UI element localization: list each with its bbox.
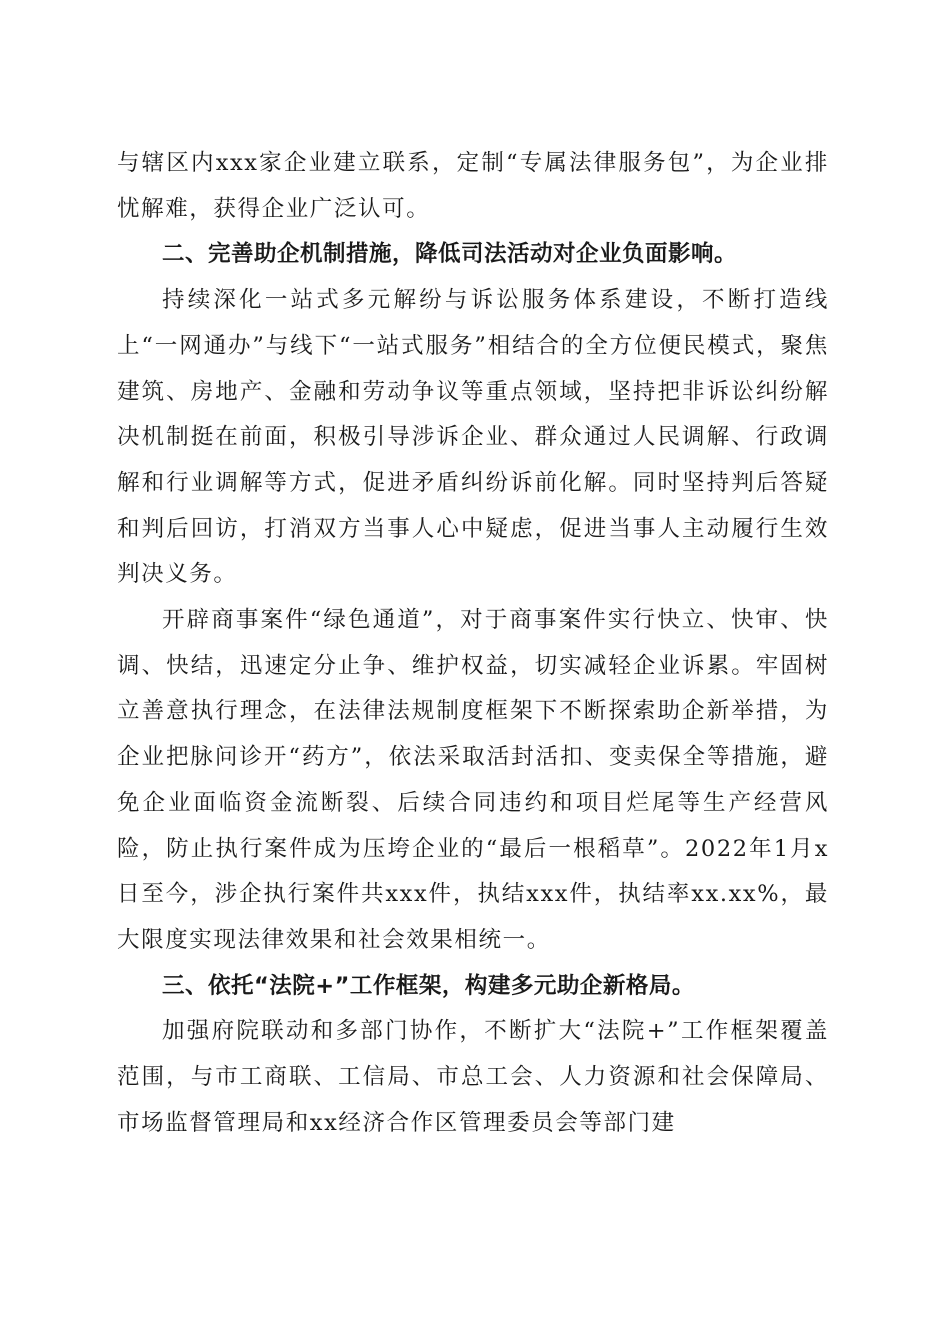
paragraph-enterprise-contact: 与辖区内xxx家企业建立联系，定制“专属法律服务包”，为企业排忧解难，获得企业广泛认可。 [117,150,829,222]
paragraph-green-channel: 开辟商事案件“绿色通道”，对于商事案件实行快立、快审、快调、快结，迅速定分止争、维护权益，切实减轻企业诉累。牢固树立善意执行理念，在法律法规制度框架下不断探索助企新举措，为企业把脉问诊开“药方”，依法采取活封活扣、变卖保全等措施，避免企业面临资金流断裂、后续合同违约和项目烂尾等生产经营风险，防止执行案件成为压垮企业的“最后一根稻草”。2022年1月x日至今，涉企执行案件共xxx件，执结xxx件，执结率xx.xx%，最大限度实现法律效果和社会效果相统一。 [117,607,829,953]
section-heading-3: 三、依托“法院+”工作框架，构建多元助企新格局。 [162,972,695,999]
paragraph-dispute-resolution: 持续深化一站式多元解纷与诉讼服务体系建设，不断打造线上“一网通办”与线下“一站式服务”相结合的全方位便民模式，聚焦建筑、房地产、金融和劳动争议等重点领域，坚持把非诉讼纠纷解决机制挺在前面，积极引导涉诉企业、群众通过人民调解、行政调解和行业调解等方式，促进矛盾纠纷诉前化解。同时坚持判后答疑和判后回访，打消双方当事人心中疑虑，促进当事人主动履行生效判决义务。 [117,287,829,588]
document-page [117,141,829,1146]
section-heading-2: 二、完善助企机制措施，降低司法活动对企业负面影响。 [162,241,738,268]
paragraph-court-plus: 加强府院联动和多部门协作，不断扩大“法院+”工作框架覆盖范围，与市工商联、工信局、市总工会、人力资源和社会保障局、市场监督管理局和xx经济合作区管理委员会等部门建 [117,1018,829,1136]
